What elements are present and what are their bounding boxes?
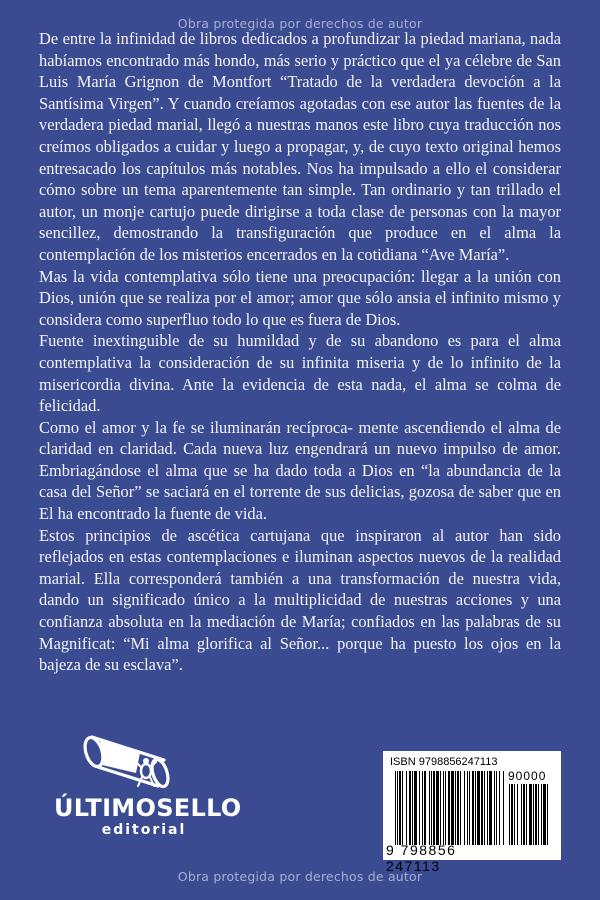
- synopsis-text: [39, 28, 561, 676]
- paragraph-5: Estos principios de ascética cartujana que inspiraron al autor han sido reflejados en estas contemplaciones e iluminan aspectos nuevos de la realidad marial. Ella corresponderá también a una transformación de nuestra vida, dando un significado único a la multiplicidad de nuestras acciones y una confianza absoluta en la mediación de María; confiados en las palabras de su Magnificat: “Mi alma glorifica al Señor... porque ha puesto los ojos en la bajeza de su esclava”.: [39, 525, 561, 675]
- paragraph-2: Mas la vida contemplativa sólo tiene una preocupación: llegar a la unión con Dios, unión que se realiza por el amor; amor que sólo ansia el infinito mismo y considera como superfluo todo lo que es fuera de Dios.: [39, 266, 561, 329]
- isbn-barcode: [383, 751, 561, 874]
- publisher-subtitle: editorial: [101, 822, 187, 838]
- ean-barcode-bars: [395, 771, 505, 845]
- barcode-digits: 9 798856 247113: [386, 842, 457, 874]
- publisher-logo: [54, 716, 242, 838]
- price-code: 90000: [508, 769, 547, 783]
- watermark-bottom: Obra protegida por derechos de autor: [177, 869, 423, 884]
- publisher-name: ÚLTIMOSELLO: [54, 794, 242, 822]
- watermark-top: Obra protegida por derechos de autor: [177, 16, 423, 31]
- isbn-label: ISBN 9798856247113: [390, 756, 498, 768]
- price-barcode-bars: [509, 784, 553, 845]
- paragraph-1: De entre la infinidad de libros dedicados a profundizar la piedad mariana, nada habíamos encontrado más hondo, más serio y práctico que el ya célebre de San Luis María Grignon de Montfort “Tratado de la verdadera devoción a la Santísima Virgen”. Y cuando creíamos agotadas con ese autor las fuentes de la verdadera piedad marial, llegó a nuestras manos este libro cuya traducción nos creímos obligados a cuidar y luego a propagar, y, de cuyo texto original hemos entresacado los capítulos más notables. Nos ha impulsado a ello el considerar cómo sobre un tema aparentemente tan simple. Tan ordinario y tan trillado el autor, un monje cartujo puede dirigirse a toda clase de personas con la mayor sencillez, demostrando la transfiguración que produce en el alma la contemplación de los misterios encerrados en la cotidiana “Ave María”.: [39, 29, 561, 264]
- paragraph-4: Como el amor y la fe se iluminarán recíproca- mente ascendiendo el alma de claridad en claridad. Cada nueva luz engendrará un nuevo impulso de amor. Embriagándose el alma que se ha dado toda a Dios en “la abundancia de la casa del Señor” se saciará en el torrente de sus delicias, gozosa de saber que en El ha encontrado la fuente de vida.: [39, 417, 561, 524]
- paragraph-3: Fuente inextinguible de su humildad y de su abandono es para el alma contemplativa la consideración de su infinita miseria y de lo infinito de la misericordia divina. Ante la evidencia de esta nada, el alma se colma de felicidad.: [39, 331, 561, 416]
